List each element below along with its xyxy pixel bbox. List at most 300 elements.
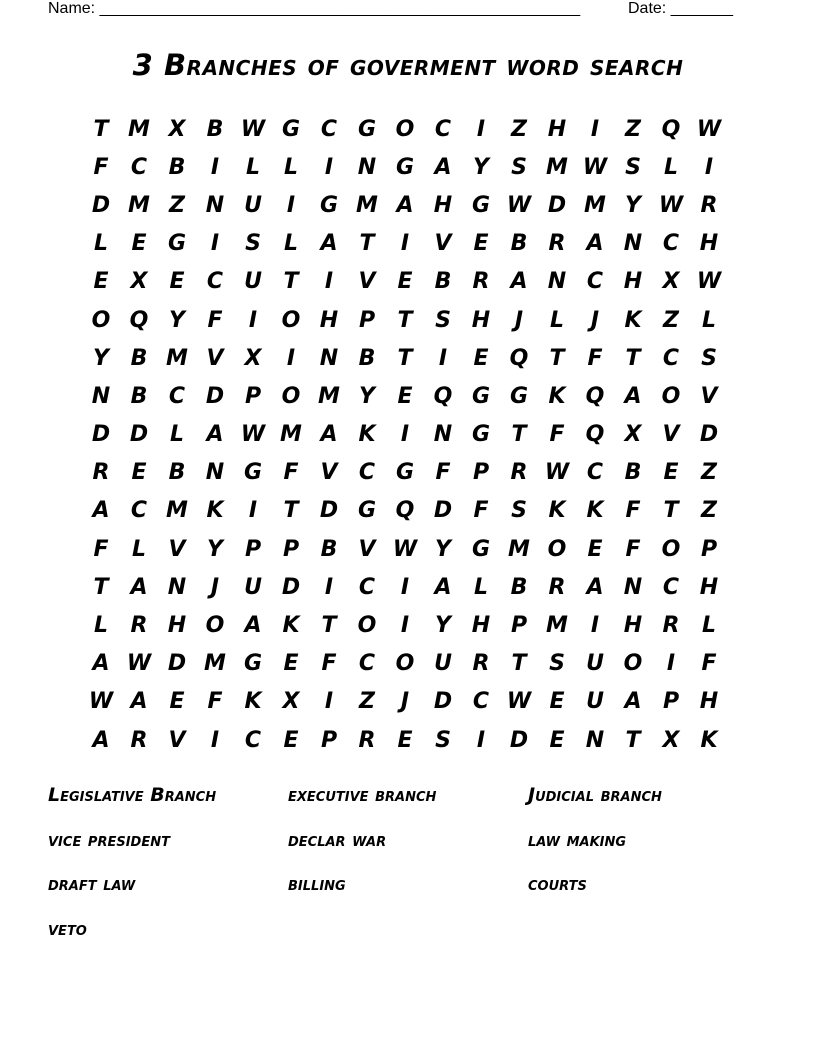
grid-cell[interactable]: R (700, 192, 718, 218)
grid-cell[interactable]: R (510, 460, 528, 486)
grid-cell[interactable]: H (167, 613, 187, 639)
grid-cell[interactable]: Z (663, 307, 679, 333)
grid-cell[interactable]: E (283, 651, 299, 677)
grid-cell[interactable]: T (321, 613, 337, 639)
grid-cell[interactable]: S (435, 307, 451, 333)
grid-cell[interactable]: A (92, 727, 110, 753)
grid-cell[interactable]: L (131, 536, 147, 562)
grid-cell[interactable]: M (356, 192, 378, 218)
grid-cell[interactable]: L (169, 422, 185, 448)
word-bank-item: law making (528, 828, 627, 851)
grid-cell[interactable]: C (662, 345, 680, 371)
grid-cell[interactable]: O (281, 383, 301, 409)
grid-cell[interactable]: V (206, 345, 224, 371)
grid-cell[interactable]: D (91, 192, 111, 218)
grid-cell[interactable]: I (590, 116, 600, 142)
grid-cell[interactable]: F (549, 422, 565, 448)
grid-cell[interactable]: P (244, 536, 262, 562)
grid-cell[interactable]: L (283, 154, 299, 180)
grid-cell[interactable]: W (696, 269, 722, 295)
grid-cell[interactable]: A (510, 269, 528, 295)
grid-cell[interactable]: Q (433, 383, 453, 409)
grid-cell[interactable]: V (168, 727, 186, 753)
grid-cell[interactable]: T (283, 269, 299, 295)
grid-cell[interactable]: L (245, 154, 261, 180)
grid-cell[interactable]: A (92, 651, 110, 677)
grid-cell[interactable]: T (511, 422, 527, 448)
grid-cell[interactable]: C (358, 574, 376, 600)
grid-cell[interactable]: Y (93, 345, 109, 371)
grid-cell[interactable]: A (396, 192, 414, 218)
grid-cell[interactable]: L (283, 231, 299, 257)
grid-cell[interactable]: S (245, 231, 261, 257)
grid-cell[interactable]: H (471, 613, 491, 639)
grid-cell[interactable]: T (283, 498, 299, 524)
name-field[interactable]: Name: ______________________________________________________ (48, 0, 581, 17)
grid-cell[interactable]: W (392, 536, 418, 562)
grid-cell[interactable]: K (282, 613, 300, 639)
grid-cell[interactable]: H (471, 307, 491, 333)
grid-cell[interactable]: K (244, 689, 262, 715)
grid-cell[interactable]: C (244, 727, 262, 753)
grid-cell[interactable]: R (472, 269, 490, 295)
grid-cell[interactable]: G (471, 383, 491, 409)
word-bank-item: courts (528, 873, 587, 895)
grid-cell[interactable]: M (280, 422, 302, 448)
grid-cell[interactable]: I (286, 345, 296, 371)
grid-cell[interactable]: Q (509, 345, 529, 371)
grid-cell[interactable]: K (206, 498, 224, 524)
grid-cell[interactable]: Z (511, 116, 527, 142)
grid-cell[interactable]: G (357, 498, 377, 524)
grid-cell[interactable]: R (548, 574, 566, 600)
grid-cell[interactable]: A (586, 231, 604, 257)
grid-cell[interactable]: B (320, 536, 338, 562)
grid-cell[interactable]: R (130, 613, 148, 639)
grid-cell[interactable]: C (168, 383, 186, 409)
grid-cell[interactable]: N (167, 574, 187, 600)
grid-cell[interactable]: L (93, 231, 109, 257)
grid-cell[interactable]: F (625, 498, 641, 524)
grid-cell[interactable]: H (699, 689, 719, 715)
grid-cell[interactable]: P (472, 460, 490, 486)
grid-cell[interactable]: O (357, 613, 377, 639)
word-bank-item: vice president (48, 828, 170, 851)
grid-cell[interactable]: F (625, 536, 641, 562)
grid-cell[interactable]: K (548, 498, 566, 524)
grid-cell[interactable]: Z (169, 192, 185, 218)
grid-cell[interactable]: H (623, 269, 643, 295)
grid-cell[interactable]: Z (701, 498, 717, 524)
grid-cell[interactable]: O (623, 651, 643, 677)
grid-cell[interactable]: O (661, 383, 681, 409)
grid-cell[interactable]: U (586, 689, 604, 715)
grid-cell[interactable]: N (319, 345, 339, 371)
grid-cell[interactable]: I (324, 269, 334, 295)
grid-cell[interactable]: C (320, 116, 338, 142)
grid-cell[interactable]: G (471, 422, 491, 448)
grid-cell[interactable]: Q (661, 116, 681, 142)
grid-cell[interactable]: H (699, 574, 719, 600)
grid-cell[interactable]: T (549, 345, 565, 371)
grid-cell[interactable]: G (167, 231, 187, 257)
grid-cell[interactable]: I (400, 422, 410, 448)
grid-cell[interactable]: T (93, 574, 109, 600)
grid-cell[interactable]: N (91, 383, 111, 409)
grid-cell[interactable]: A (434, 574, 452, 600)
word-bank-item: billing (288, 873, 346, 895)
grid-cell[interactable]: L (701, 307, 717, 333)
grid-cell[interactable]: O (281, 307, 301, 333)
grid-cell[interactable]: F (93, 154, 109, 180)
grid-cell[interactable]: E (473, 345, 489, 371)
grid-cell[interactable]: Y (359, 383, 375, 409)
grid-cell[interactable]: A (130, 574, 148, 600)
grid-cell[interactable]: I (248, 498, 258, 524)
grid-cell[interactable]: W (506, 689, 532, 715)
grid-cell[interactable]: M (508, 536, 530, 562)
grid-cell[interactable]: Q (395, 498, 415, 524)
grid-cell[interactable]: I (248, 307, 258, 333)
grid-cell[interactable]: K (624, 307, 642, 333)
grid-cell[interactable]: G (319, 192, 339, 218)
grid-cell[interactable]: I (286, 192, 296, 218)
grid-cell[interactable]: S (625, 154, 641, 180)
grid-cell[interactable]: P (320, 727, 338, 753)
grid-cell[interactable]: T (397, 307, 413, 333)
grid-cell[interactable]: Y (625, 192, 641, 218)
grid-cell[interactable]: F (207, 689, 223, 715)
grid-cell[interactable]: I (400, 613, 410, 639)
grid-cell[interactable]: I (438, 345, 448, 371)
grid-cell[interactable]: B (206, 116, 224, 142)
grid-cell[interactable]: C (586, 460, 604, 486)
grid-cell[interactable]: R (472, 651, 490, 677)
grid-cell[interactable]: D (167, 651, 187, 677)
grid-cell[interactable]: W (506, 192, 532, 218)
grid-cell[interactable]: S (701, 345, 717, 371)
grid-cell[interactable]: J (210, 574, 220, 600)
grid-cell[interactable]: R (358, 727, 376, 753)
grid-cell[interactable]: Z (701, 460, 717, 486)
grid-cell[interactable]: N (547, 269, 567, 295)
grid-cell[interactable]: G (471, 536, 491, 562)
grid-cell[interactable]: X (662, 269, 680, 295)
grid-cell[interactable]: J (590, 307, 600, 333)
grid-cell[interactable]: V (700, 383, 718, 409)
grid-cell[interactable]: N (205, 192, 225, 218)
grid-cell[interactable]: E (93, 269, 109, 295)
grid-cell[interactable]: C (206, 269, 224, 295)
grid-cell[interactable]: I (590, 613, 600, 639)
grid-cell[interactable]: B (358, 345, 376, 371)
grid-cell[interactable]: B (168, 460, 186, 486)
grid-cell[interactable]: I (210, 231, 220, 257)
grid-cell[interactable]: J (514, 307, 524, 333)
grid-cell[interactable]: E (397, 383, 413, 409)
grid-cell[interactable]: O (395, 651, 415, 677)
grid-cell[interactable]: G (471, 192, 491, 218)
grid-cell[interactable]: W (658, 192, 684, 218)
grid-cell[interactable]: A (244, 613, 262, 639)
grid-cell[interactable]: E (397, 727, 413, 753)
grid-cell[interactable]: D (281, 574, 301, 600)
grid-cell[interactable]: X (130, 269, 148, 295)
grid-cell[interactable]: U (434, 651, 452, 677)
grid-cell[interactable]: V (434, 231, 452, 257)
grid-cell[interactable]: Q (585, 422, 605, 448)
grid-cell[interactable]: M (546, 613, 568, 639)
grid-cell[interactable]: E (283, 727, 299, 753)
grid-cell[interactable]: I (324, 689, 334, 715)
letter-grid (82, 110, 728, 759)
grid-cell[interactable]: W (240, 116, 266, 142)
grid-cell[interactable]: F (701, 651, 717, 677)
grid-cell[interactable]: X (624, 422, 642, 448)
grid-cell[interactable]: W (582, 154, 608, 180)
grid-cell[interactable]: O (205, 613, 225, 639)
grid-cell[interactable]: M (128, 192, 150, 218)
grid-cell[interactable]: D (129, 422, 149, 448)
grid-cell[interactable]: M (584, 192, 606, 218)
grid-cell[interactable]: I (324, 154, 334, 180)
grid-cell[interactable]: L (701, 613, 717, 639)
grid-cell[interactable]: P (282, 536, 300, 562)
grid-cell[interactable]: R (130, 727, 148, 753)
grid-cell[interactable]: T (359, 231, 375, 257)
grid-cell[interactable]: O (661, 536, 681, 562)
word-bank-item: executive branch (288, 784, 437, 806)
grid-cell[interactable]: G (243, 651, 263, 677)
grid-cell[interactable]: S (435, 727, 451, 753)
grid-cell[interactable]: L (663, 154, 679, 180)
grid-cell[interactable]: J (400, 689, 410, 715)
grid-cell[interactable]: P (662, 689, 680, 715)
grid-cell[interactable]: E (587, 536, 603, 562)
grid-cell[interactable]: I (324, 574, 334, 600)
grid-cell[interactable]: W (88, 689, 114, 715)
grid-cell[interactable]: E (169, 689, 185, 715)
grid-cell[interactable]: M (166, 345, 188, 371)
grid-cell[interactable]: Z (359, 689, 375, 715)
grid-cell[interactable]: K (700, 727, 718, 753)
grid-cell[interactable]: P (244, 383, 262, 409)
grid-cell[interactable]: Y (435, 536, 451, 562)
grid-cell[interactable]: B (624, 460, 642, 486)
grid-cell[interactable]: T (397, 345, 413, 371)
grid-cell[interactable]: X (244, 345, 262, 371)
grid-cell[interactable]: G (243, 460, 263, 486)
grid-cell[interactable]: K (548, 383, 566, 409)
grid-cell[interactable]: F (283, 460, 299, 486)
grid-cell[interactable]: X (662, 727, 680, 753)
grid-cell[interactable]: U (586, 651, 604, 677)
grid-cell[interactable]: C (662, 231, 680, 257)
grid-cell[interactable]: G (395, 154, 415, 180)
grid-cell[interactable]: A (206, 422, 224, 448)
grid-cell[interactable]: I (666, 651, 676, 677)
grid-cell[interactable]: C (472, 689, 490, 715)
grid-cell[interactable]: A (130, 689, 148, 715)
grid-cell[interactable]: B (510, 231, 528, 257)
grid-cell[interactable]: F (93, 536, 109, 562)
grid-cell[interactable]: Y (435, 613, 451, 639)
grid-cell[interactable]: I (210, 154, 220, 180)
grid-cell[interactable]: B (434, 269, 452, 295)
grid-cell[interactable]: O (395, 116, 415, 142)
grid-cell[interactable]: R (548, 231, 566, 257)
grid-cell[interactable]: D (509, 727, 529, 753)
grid-cell[interactable]: T (93, 116, 109, 142)
grid-cell[interactable]: H (623, 613, 643, 639)
grid-cell[interactable]: U (244, 574, 262, 600)
grid-cell[interactable]: Q (129, 307, 149, 333)
grid-cell[interactable]: I (704, 154, 714, 180)
date-field[interactable]: Date: _______ (628, 0, 733, 17)
grid-cell[interactable]: G (281, 116, 301, 142)
grid-cell[interactable]: F (321, 651, 337, 677)
grid-cell[interactable]: N (205, 460, 225, 486)
grid-cell[interactable]: Y (169, 307, 185, 333)
grid-cell[interactable]: X (282, 689, 300, 715)
grid-cell[interactable]: R (662, 613, 680, 639)
grid-cell[interactable]: S (511, 154, 527, 180)
grid-cell[interactable]: B (130, 345, 148, 371)
grid-cell[interactable]: F (587, 345, 603, 371)
grid-cell[interactable]: C (662, 574, 680, 600)
grid-cell[interactable]: V (358, 536, 376, 562)
grid-cell[interactable]: L (549, 307, 565, 333)
grid-cell[interactable]: P (700, 536, 718, 562)
grid-cell[interactable]: E (549, 689, 565, 715)
grid-cell[interactable]: V (358, 269, 376, 295)
word-bank-item: Legislative Branch (48, 784, 217, 806)
grid-cell[interactable]: D (433, 498, 453, 524)
grid-cell[interactable]: I (476, 116, 486, 142)
grid-cell[interactable]: E (473, 231, 489, 257)
grid-cell[interactable]: D (319, 498, 339, 524)
grid-cell[interactable]: D (433, 689, 453, 715)
grid-cell[interactable]: G (357, 116, 377, 142)
word-bank-item: draft law (48, 873, 136, 895)
grid-cell[interactable]: N (357, 154, 377, 180)
grid-cell[interactable]: Q (585, 383, 605, 409)
grid-cell[interactable]: W (126, 651, 152, 677)
grid-cell[interactable]: T (511, 651, 527, 677)
grid-cell[interactable]: K (586, 498, 604, 524)
grid-cell[interactable]: E (169, 269, 185, 295)
grid-cell[interactable]: A (320, 422, 338, 448)
grid-cell[interactable]: W (696, 116, 722, 142)
grid-cell[interactable]: S (511, 498, 527, 524)
grid-cell[interactable]: H (319, 307, 339, 333)
grid-cell[interactable]: M (546, 154, 568, 180)
grid-cell[interactable]: D (91, 422, 111, 448)
grid-cell[interactable]: F (435, 460, 451, 486)
grid-cell[interactable]: P (510, 613, 528, 639)
grid-cell[interactable]: A (434, 154, 452, 180)
grid-cell[interactable]: B (168, 154, 186, 180)
grid-cell[interactable]: C (358, 460, 376, 486)
grid-cell[interactable]: C (130, 154, 148, 180)
grid-cell[interactable]: M (318, 383, 340, 409)
grid-cell[interactable]: Y (473, 154, 489, 180)
grid-cell[interactable]: E (663, 460, 679, 486)
grid-cell[interactable]: C (434, 116, 452, 142)
grid-cell[interactable]: N (585, 727, 605, 753)
grid-cell[interactable]: Y (207, 536, 223, 562)
grid-cell[interactable]: U (244, 269, 262, 295)
grid-cell[interactable]: E (131, 460, 147, 486)
grid-cell[interactable]: D (699, 422, 719, 448)
grid-cell[interactable]: A (92, 498, 110, 524)
grid-cell[interactable]: G (509, 383, 529, 409)
grid-cell[interactable]: K (358, 422, 376, 448)
grid-cell[interactable]: V (662, 422, 680, 448)
grid-cell[interactable]: S (549, 651, 565, 677)
grid-cell[interactable]: T (663, 498, 679, 524)
grid-cell[interactable]: C (358, 651, 376, 677)
grid-cell[interactable]: A (320, 231, 338, 257)
grid-cell[interactable]: C (130, 498, 148, 524)
grid-cell[interactable]: I (400, 231, 410, 257)
grid-cell[interactable]: V (320, 460, 338, 486)
grid-cell[interactable]: C (586, 269, 604, 295)
grid-cell[interactable]: W (544, 460, 570, 486)
grid-cell[interactable]: T (625, 345, 641, 371)
grid-cell[interactable]: T (625, 727, 641, 753)
grid-cell[interactable]: E (131, 231, 147, 257)
grid-cell[interactable]: Z (625, 116, 641, 142)
grid-cell[interactable]: M (128, 116, 150, 142)
grid-cell[interactable]: A (624, 383, 642, 409)
grid-cell[interactable]: H (547, 116, 567, 142)
grid-cell[interactable]: B (130, 383, 148, 409)
grid-cell[interactable]: N (623, 574, 643, 600)
grid-cell[interactable]: I (400, 574, 410, 600)
grid-cell[interactable]: H (433, 192, 453, 218)
grid-cell[interactable]: M (204, 651, 226, 677)
grid-cell[interactable]: B (510, 574, 528, 600)
grid-cell[interactable]: W (240, 422, 266, 448)
grid-cell[interactable]: A (586, 574, 604, 600)
grid-cell[interactable]: H (699, 231, 719, 257)
grid-cell[interactable]: O (547, 536, 567, 562)
grid-cell[interactable]: E (549, 727, 565, 753)
grid-cell[interactable]: P (358, 307, 376, 333)
grid-cell[interactable]: R (92, 460, 110, 486)
grid-cell[interactable]: M (166, 498, 188, 524)
grid-cell[interactable]: D (547, 192, 567, 218)
grid-cell[interactable]: N (433, 422, 453, 448)
grid-cell[interactable]: O (91, 307, 111, 333)
grid-cell[interactable]: L (473, 574, 489, 600)
grid-cell[interactable]: G (395, 460, 415, 486)
grid-cell[interactable]: L (93, 613, 109, 639)
grid-cell[interactable]: I (476, 727, 486, 753)
word-bank-item: declar war (288, 828, 387, 851)
grid-cell[interactable]: U (244, 192, 262, 218)
grid-cell[interactable]: F (473, 498, 489, 524)
grid-cell[interactable]: X (168, 116, 186, 142)
grid-cell[interactable]: I (210, 727, 220, 753)
grid-cell[interactable]: N (623, 231, 643, 257)
grid-cell[interactable]: V (168, 536, 186, 562)
grid-cell[interactable]: A (624, 689, 642, 715)
grid-cell[interactable]: F (207, 307, 223, 333)
grid-cell[interactable]: E (397, 269, 413, 295)
grid-cell[interactable]: D (205, 383, 225, 409)
